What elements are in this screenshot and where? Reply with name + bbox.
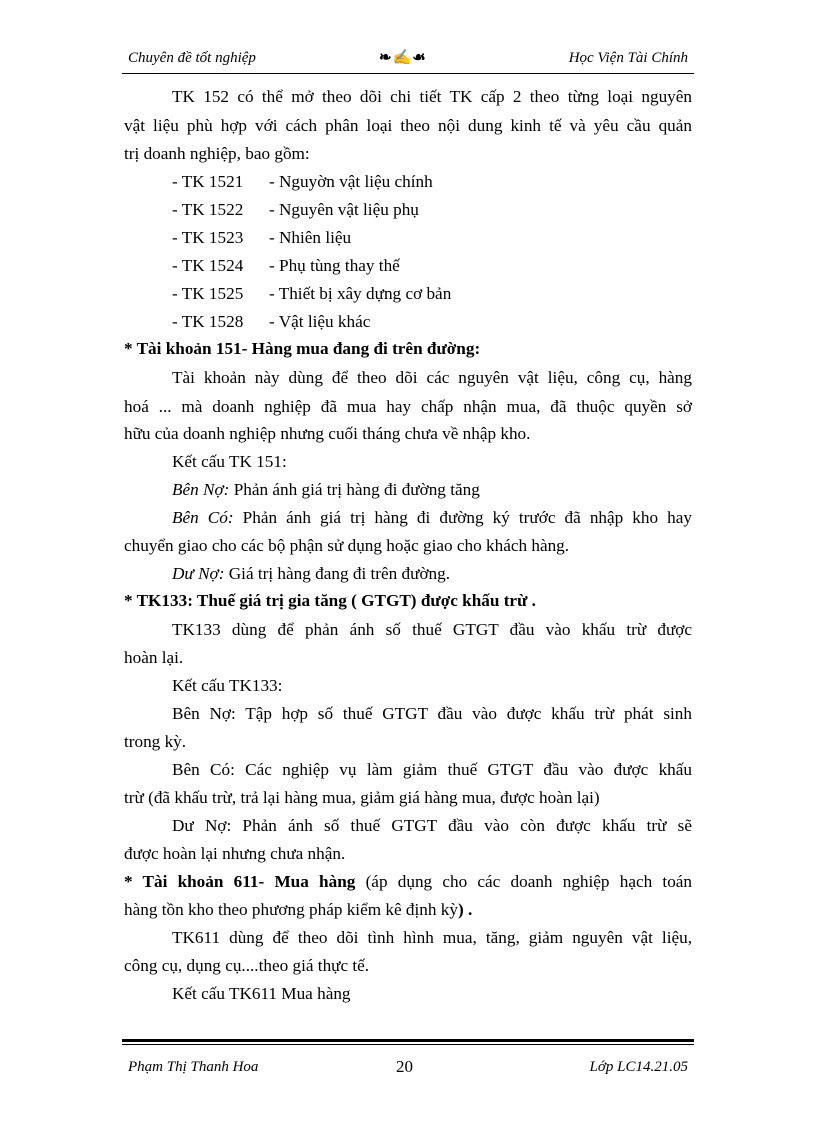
- s611-heading-line2: [124, 897, 692, 923]
- s133-ket-cau: Kết cấu TK133:: [172, 676, 283, 695]
- tk-item: [172, 253, 740, 279]
- tk-name: - Thiết bị xây dựng cơ bản: [269, 284, 452, 303]
- s133-line1: TK133 dùng để phản ánh số thuế GTGT đầu vào khấu trừ được: [172, 620, 692, 639]
- section-151-heading: * Tài khoản 151- Hàng mua đang đi trên đường:: [124, 339, 481, 358]
- s133-ben-co-line1: Bên Có: Các nghiệp vụ làm giảm thuế GTGT đầu vào được khấu: [172, 760, 692, 779]
- section-133-heading: * TK133: Thuế giá trị gia tăng ( GTGT) được khấu trừ .: [124, 591, 536, 610]
- s151-line2: hoá ... mà doanh nghiệp đã mua hay chấp nhận mua, đã thuộc quyền sở: [124, 397, 692, 416]
- du-no-label: Dư Nợ:: [172, 564, 225, 583]
- s133-ben-no-line1: Bên Nợ: Tập hợp số thuế GTGT đầu vào được khấu trừ phát sinh: [172, 704, 692, 723]
- s151-line3: hữu của doanh nghiệp nhưng cuối tháng chưa về nhập kho.: [124, 424, 531, 443]
- header-rule: [122, 73, 694, 74]
- s151-line1: Tài khoản này dùng để theo dõi các nguyên vật liệu, công cụ, hàng: [172, 368, 692, 387]
- s151-ben-co: [172, 505, 692, 531]
- tk-name: - Phụ tùng thay thế: [269, 256, 400, 275]
- page-footer: [124, 1057, 688, 1081]
- header-ornament: ❧✍☙: [379, 50, 427, 66]
- s133-du-no-line1: Dư Nợ: Phản ánh số thuế GTGT đầu vào còn được khấu trừ sẽ: [172, 816, 692, 835]
- tk-code: - TK 1521: [172, 172, 244, 191]
- s151-du-no: [172, 561, 692, 587]
- tk-item: [172, 309, 740, 335]
- s611-line2: công cụ, dụng cụ....theo giá thực tế.: [124, 956, 370, 975]
- tk-item: [172, 197, 740, 223]
- tk-name: - Nhiên liệu: [269, 228, 352, 247]
- p1-line1: TK 152 có thể mở theo dõi chi tiết TK cấp 2 theo từng loại nguyên: [172, 87, 692, 106]
- tk-code: - TK 1528: [172, 312, 244, 331]
- s133-ben-co-line2: trừ (đã khấu trừ, trả lại hàng mua, giảm giá hàng mua, được hoàn lại): [124, 788, 600, 807]
- s133-du-no-line2: được hoàn lại nhưng chưa nhận.: [124, 844, 346, 863]
- page-header: [124, 48, 688, 72]
- s611-ket-cau: Kết cấu TK611 Mua hàng: [172, 984, 351, 1003]
- tk-item: [172, 169, 740, 195]
- footer-rule-thin: [122, 1044, 694, 1045]
- tk-item: [172, 281, 740, 307]
- header-right: Học Viện Tài Chính: [568, 50, 688, 66]
- du-no-text: Giá trị hàng đang đi trên đường.: [224, 564, 451, 583]
- s611-heading-rest: (áp dụng cho các doanh nghiệp hạch toán: [355, 872, 693, 891]
- tk-item: [172, 225, 740, 251]
- section-611-heading: [124, 869, 692, 895]
- tk-name: - Nguyên vật liệu phụ: [269, 200, 419, 219]
- s611-line1: TK611 dùng để theo dõi tình hình mua, tăng, giảm nguyên vật liệu,: [172, 928, 692, 947]
- footer-author: Phạm Thị Thanh Hoa: [128, 1059, 259, 1075]
- s611-heading-line2-end: ) .: [457, 900, 473, 919]
- tk-name: - Vật liệu khác: [269, 312, 371, 331]
- tk-code: - TK 1524: [172, 256, 244, 275]
- tk-name: - Nguyờn vật liệu chính: [269, 172, 433, 191]
- s133-ben-no-line2: trong kỳ.: [124, 732, 187, 751]
- tk-code: - TK 1522: [172, 200, 244, 219]
- tk-code: - TK 1523: [172, 228, 244, 247]
- p1-line3: trị doanh nghiệp, bao gồm:: [124, 144, 310, 163]
- ben-co-label: Bên Có:: [172, 508, 234, 527]
- p1-line2: vật liệu phù hợp với cách phân loại theo nội dung kinh tế và yêu cầu quản: [124, 116, 692, 135]
- footer-rule-thick: [122, 1039, 694, 1042]
- s151-ben-co-line2: chuyển giao cho các bộ phận sử dụng hoặc giao cho khách hàng.: [124, 536, 570, 555]
- header-left: Chuyên đề tốt nghiệp: [128, 50, 256, 66]
- s151-ket-cau: Kết cấu TK 151:: [172, 452, 287, 471]
- ben-no-text: Phản ánh giá trị hàng đi đường tăng: [229, 480, 480, 499]
- page-number: 20: [396, 1057, 413, 1076]
- s133-line2: hoàn lại.: [124, 648, 184, 667]
- footer-class: Lớp LC14.21.05: [589, 1059, 688, 1075]
- s611-heading-bold: * Tài khoản 611- Mua hàng: [124, 872, 356, 891]
- ben-co-text: Phản ánh giá trị hàng đi đường ký trước đã nhập kho hay: [233, 508, 692, 527]
- s611-heading-line2-text: hàng tồn kho theo phương pháp kiểm kê định kỳ: [124, 900, 458, 919]
- ben-no-label: Bên Nợ:: [172, 480, 230, 499]
- tk-code: - TK 1525: [172, 284, 244, 303]
- s151-ben-no: [172, 477, 692, 503]
